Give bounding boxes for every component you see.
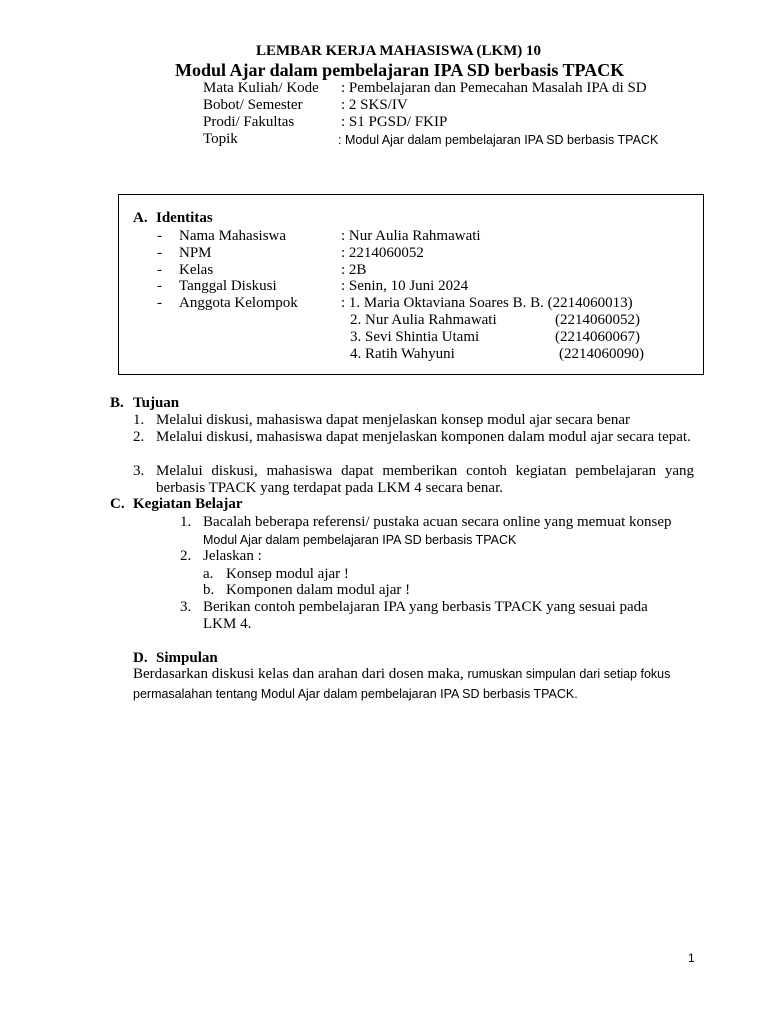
meta-label-course: Mata Kuliah/ Kode [203,80,319,96]
identity-value-name: : Nur Aulia Rahmawati [341,228,481,244]
identity-value-class: : 2B [341,262,367,278]
identity-dash: - [157,245,162,261]
goal-number: 2. [133,429,145,445]
activity-number: 1. [180,514,192,530]
identity-dash: - [157,278,162,294]
member-3-name: 3. Sevi Shintia Utami [350,329,480,345]
subitem-text: Komponen dalam modul ajar ! [226,582,411,598]
member-4-name: 4. Ratih Wahyuni [350,346,455,362]
section-c-heading: Kegiatan Belajar [133,496,243,512]
section-a-heading: Identitas [156,210,213,226]
conclusion-line-1-serif: Berdasarkan diskusi kelas dan arahan dari dosen maka, [133,666,468,682]
goal-text: Melalui diskusi, mahasiswa dapat menjelaskan konsep modul ajar secara benar [156,412,631,428]
activity-text: Jelaskan : [203,548,262,564]
goal-number: 1. [133,412,145,428]
section-b-marker: B. [110,395,124,411]
activity-text: Berikan contoh pembelajaran IPA yang berbasis TPACK yang sesuai pada [203,599,648,615]
goal-text: Melalui diskusi, mahasiswa dapat menjelaskan komponen dalam modul ajar secara tepat. [156,429,691,445]
identity-value-npm: : 2214060052 [341,245,424,261]
section-d-heading: Simpulan [156,650,218,666]
member-3-npm: (2214060067) [555,329,640,345]
activity-text-cont: LKM 4. [203,616,252,632]
subitem-text: Konsep modul ajar ! [226,566,349,582]
section-d-marker: D. [133,650,148,666]
conclusion-line-2: permasalahan tentang Modul Ajar dalam pembelajaran IPA SD berbasis TPACK. [133,687,578,701]
activity-text-cont: Modul Ajar dalam pembelajaran IPA SD berbasis TPACK [203,533,517,547]
identity-label-npm: NPM [179,245,212,261]
module-title: Modul Ajar dalam pembelajaran IPA SD berbasis TPACK [175,60,625,80]
meta-label-weight: Bobot/ Semester [203,97,303,113]
subitem-letter: a. [203,566,214,582]
identity-label-members: Anggota Kelompok [179,295,298,311]
identity-dash: - [157,228,162,244]
goal-text: Melalui diskusi, mahasiswa dapat memberikan contoh kegiatan pembelajaran yang berbasis TPACK yang terdapat pada LKM 4 secara benar. [156,463,694,496]
meta-label-topic: Topik [203,131,238,147]
member-2-name: 2. Nur Aulia Rahmawati [350,312,497,328]
worksheet-title: LEMBAR KERJA MAHASISWA (LKM) 10 [256,43,542,59]
identity-dash: - [157,262,162,278]
identity-label-date: Tanggal Diskusi [179,278,277,294]
activity-number: 3. [180,599,192,615]
subitem-letter: b. [203,582,215,598]
section-c-marker: C. [110,496,125,512]
identity-value-date: : Senin, 10 Juni 2024 [341,278,469,294]
member-2-npm: (2214060052) [555,312,640,328]
identity-label-class: Kelas [179,262,214,278]
activity-number: 2. [180,548,192,564]
conclusion-line-1 [133,666,670,683]
page-number: 1 [688,951,695,965]
goal-number: 3. [133,463,145,479]
meta-value-course: : Pembelajaran dan Pemecahan Masalah IPA di SD [341,80,647,96]
meta-value-weight: : 2 SKS/IV [341,97,408,113]
activity-text: Bacalah beberapa referensi/ pustaka acuan secara online yang memuat konsep [203,514,672,530]
identity-label-name: Nama Mahasiswa [179,228,287,244]
section-b-heading: Tujuan [133,395,180,411]
identity-dash: - [157,295,162,311]
meta-value-program: : S1 PGSD/ FKIP [341,114,448,130]
member-4-npm: (2214060090) [559,346,644,362]
meta-label-program: Prodi/ Fakultas [203,114,295,130]
meta-value-topic: : Modul Ajar dalam pembelajaran IPA SD berbasis TPACK [338,133,659,147]
conclusion-line-1-sans: rumuskan simpulan dari setiap fokus [467,667,671,681]
section-a-marker: A. [133,210,148,226]
member-1: : 1. Maria Oktaviana Soares B. B. (2214060013) [341,295,633,311]
